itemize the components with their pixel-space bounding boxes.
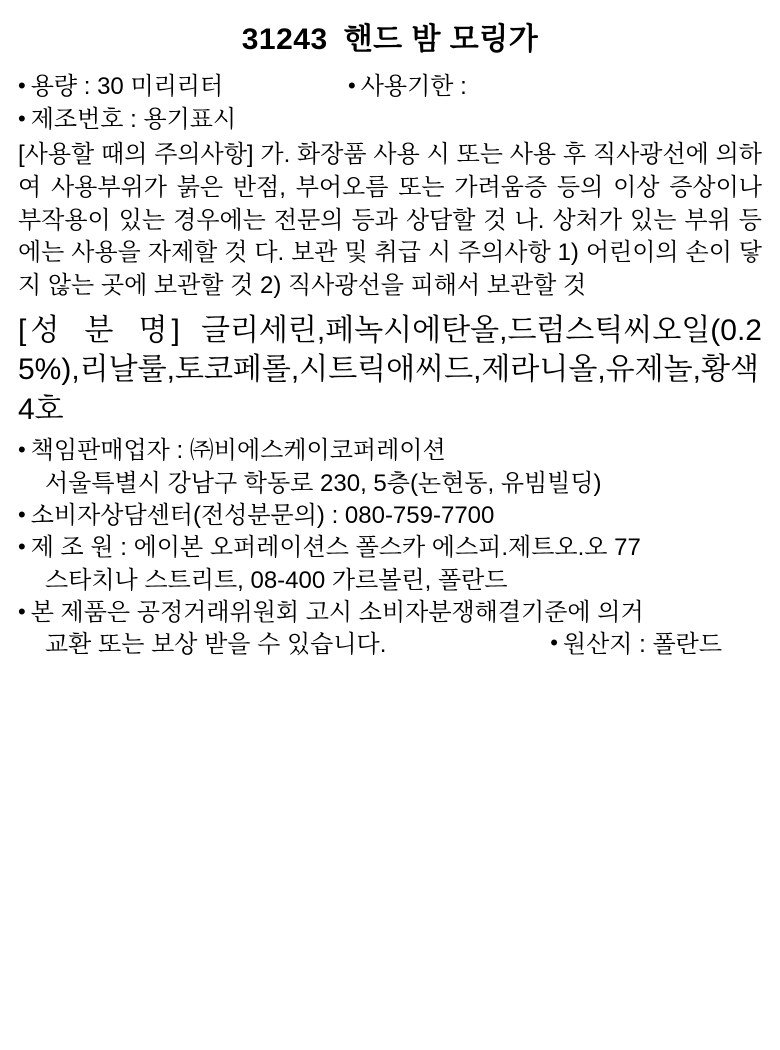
bullet-icon: •	[18, 502, 26, 528]
ingredients-label: [성 분 명]	[18, 313, 184, 347]
manufacturer-line	[18, 533, 762, 564]
product-code: 31243	[241, 23, 328, 56]
consumer-center-line	[18, 501, 762, 532]
ingredients-list: 글리세린,페녹시에탄올,드럼스틱씨오일(0.25%),리날룰,토코페롤,시트릭애씨드,제라니올,유제놀,황색4호	[18, 313, 762, 427]
product-name: 핸드 밤 모링가	[343, 23, 539, 56]
notice-text-line2: 교환 또는 보상 받을 수 있습니다.	[45, 631, 387, 659]
seller-address: 서울특별시 강남구 학동로 230, 5층(논현동, 유빔빌딩)	[45, 469, 602, 497]
spec-expiry-text: 사용기한 :	[360, 73, 467, 100]
origin-text: 원산지 : 폴란드	[562, 631, 722, 659]
spec-volume-text: 용량 : 30 미리리터	[30, 73, 224, 100]
notice-line	[18, 598, 762, 629]
footer-row	[18, 629, 762, 660]
seller-text: 책임판매업자 : ㈜비에스케이코퍼레이션	[30, 437, 446, 465]
cautions-paragraph: [사용할 때의 주의사항] 가. 화장품 사용 시 또는 사용 후 직사광선에 의하여 사용부위가 붉은 반점, 부어오름 또는 가려움증 등의 이상 증상이나 부작용이 있는 경우에는 전문의 등과 상담할 것 나. 상처가 있는 부위 등에는 사용을 자제할 것 다. 보관 및 취급 시 주의사항 1) 어린이의 손이 닿지 않는 곳에 보관할 것 2) 직사광선을 피해서 보관할 것	[18, 141, 762, 299]
spec-lot-number	[18, 105, 762, 136]
spec-lot-number-text: 제조번호 : 용기표시	[30, 105, 237, 133]
bullet-icon: •	[18, 73, 26, 98]
spec-expiry	[348, 72, 762, 105]
spec-row-volume-expiry	[18, 72, 762, 105]
page-title	[18, 22, 762, 58]
bullet-icon: •	[18, 105, 26, 131]
origin-info	[550, 629, 762, 660]
ingredients-paragraph	[18, 311, 762, 431]
manufacturer-text: 제 조 원 : 에이본 오퍼레이션스 폴스카 에스피.제트오.오 77	[30, 533, 641, 561]
notice-text-line1: 본 제품은 공정거래위원회 고시 소비자분쟁해결기준에 의거	[30, 598, 644, 626]
seller-line	[18, 436, 762, 467]
manufacturer-address: 스타치나 스트리트, 08-400 가르볼린, 폴란드	[45, 566, 508, 594]
bullet-icon: •	[18, 598, 26, 624]
bullet-icon: •	[348, 73, 356, 98]
consumer-center-text: 소비자상담센터(전성분문의) : 080-759-7700	[30, 502, 495, 530]
bullet-icon: •	[550, 630, 558, 656]
bullet-icon: •	[18, 437, 26, 463]
spec-volume	[18, 72, 348, 105]
bullet-icon: •	[18, 533, 26, 559]
